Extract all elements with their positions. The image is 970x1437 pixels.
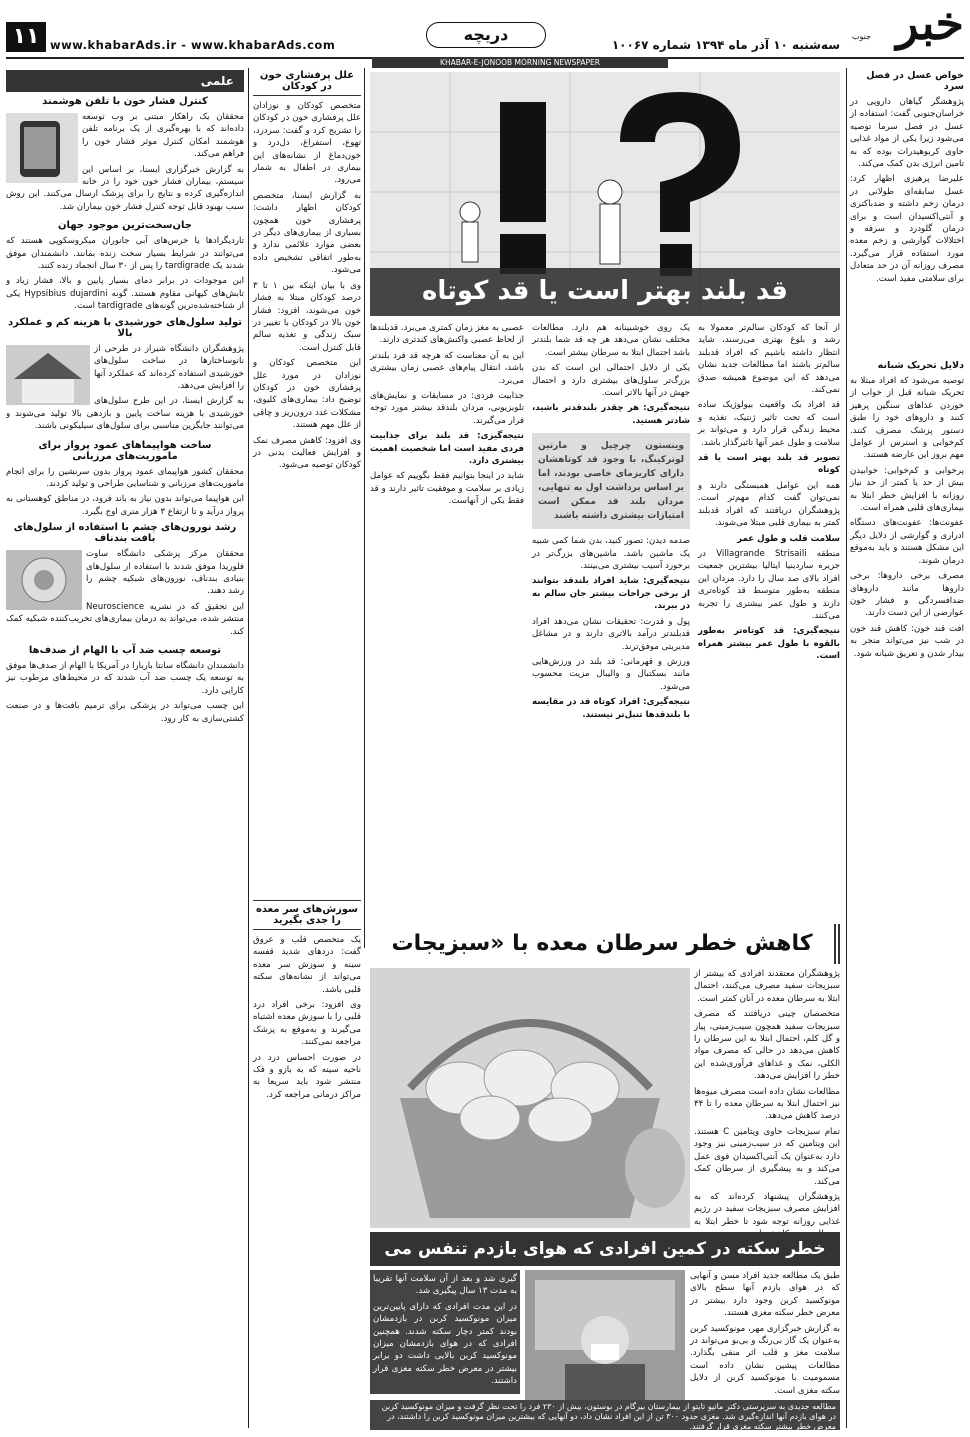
blood-para: این متخصص کودکان و نوزادان در مورد علل پرفشاری خون در کودکان توضیح داد: بیماری‌های کلیوی، مشکلات غدد درون‌ریز و چاقی از علل مهم هستند. — [253, 358, 361, 431]
lead-para: پول و قدرت: تحقیقات نشان می‌دهد افراد قدبلندتر درآمد بالاتری دارند و در مشاغل مدیریتی موفق‌ترند. — [532, 616, 690, 652]
stomach-article — [370, 924, 840, 1229]
lead-para: صدمه دیدن: تصور کنید، بدن شما کمی شبیه یک ماشین باشد. ماشین‌های بزرگ‌تر در برخورد آسیب بیشتری می‌بینند. — [532, 536, 690, 572]
lead-para: نتیجه‌گیری: قد کوتاه‌تر به‌طور بالقوه با طول عمر بیشتر همراه است. — [698, 626, 840, 662]
honey-article — [850, 70, 964, 288]
science-s4-body — [6, 466, 244, 519]
lead-para: همه این عوامل همبستگی دارند و نمی‌توان گفت کدام مهم‌تر است. پژوهشگران دریافتند که افراد قدبلند کمتر به بیماری قلبی مبتلا می‌شوند. — [698, 480, 840, 529]
science-para: دانشمندان دانشگاه سانتا باربارا در آمریکا با الهام از صدف‌ها موفق به توسعه یک چسب ضد آب شدند که در محیط‌های مرطوب نیز کارایی دارد. — [6, 661, 244, 696]
science-para: به گزارش خبرگزاری ایسنا، بر اساس این سیستم، بیماران فشار خون خود را در خانه اندازه‌گیری کرده و نتایج را برای پزشک ارسال می‌کنند. این روش سبب بهبود قابل توجه کنترل فشار خون بیماران شد. — [6, 164, 244, 212]
lead-para: از آنجا که کودکان سالم‌تر معمولا به رشد و بلوغ بهتری می‌رسند، شاید انتظار داشته باشیم که افراد قدبلند سالم‌تر باشند اما مطالعات جدید نشان می‌دهد که این موضوع همیشه صدق نمی‌کند. — [698, 323, 840, 396]
vegetable-basket-icon — [370, 968, 690, 1228]
science-label-bar — [6, 70, 244, 92]
lead-col-1 — [698, 322, 840, 666]
logo-sub: جنوب — [852, 32, 872, 41]
night-para: مصرف برخی داروها: برخی داروها مانند داروهای ضدافسردگی و فشار خون عوارضی از این دست دارند. — [850, 571, 964, 619]
section-title: دریچه — [426, 22, 546, 48]
night-title: دلایل تحریک شبانه — [877, 360, 964, 371]
stomach-para: متخصصان چینی دریافتند که مصرف سبزیجات سفید همچون سیب‌زمینی، پیاز و گل کلم، احتمال ابتلا به این سرطان را کاهش می‌دهد در حالی که مصرف مواد الکلی، نمک و غذاهای فرآوری‌شده این خطر را افزایش می‌دهد. — [694, 1009, 840, 1082]
stomach-body — [694, 968, 840, 1244]
night-para: توصیه می‌شود که افراد مبتلا به تحریک شبانه قبل از خواب از خوردن غذاهای سنگین پرهیز کنند و داروهای خود را طبق دستور پزشک مصرف کنند. کم‌خوابی و استرس از عوامل مهم بروز این عارضه هستند. — [850, 376, 964, 461]
heartburn-para: وی افزود: برخی افراد درد قلبی را با سوزش معده اشتباه می‌گیرند و به‌موقع به پزشک مراجعه نمی‌کنند. — [253, 1000, 361, 1048]
stroke-caption-text: مغزی حدود ۳۰۰ تن از این افراد نشان داد، دو آنهایی که بیشترین میزان مونوکسید کربن را داشتند، در معرض خطر بیشتر سکته مغزی قرار گرفتند. — [387, 1412, 836, 1431]
lead-illustration — [370, 72, 840, 316]
lead-subhead: سلامت قلب و طول عمر — [737, 533, 840, 544]
honey-para: پژوهشگر گیاهان دارویی در خراسان‌جنوبی گفت: استفاده از عسل در فصل سرما توصیه می‌شود زیرا یکی از مواد غذایی حاوی کربوهیدرات بوده که به تامین انرژی بدن کمک می‌کند. — [850, 97, 964, 170]
night-body — [850, 375, 964, 660]
smartphone-icon — [6, 113, 78, 183]
science-s2-body — [6, 235, 244, 312]
stroke-para: طبق یک مطالعه جدید افراد مسن و آنهایی که در هوای بازدم آنها سطح بالای مونوکسید کربن وجود دارد بیشتر در معرض خطر سکته مغزی هستند. — [690, 1271, 840, 1319]
science-para: تاردیگرادها یا خرس‌های آبی جانوران میکروسکوپی هستند که می‌توانند در شرایط بسیار سخت زنده بمانند. دانشمندان موفق شدند یک tardigrade را پس از ۳۰ سال انجماد زنده کنند. — [6, 236, 244, 272]
blood-article — [253, 70, 361, 475]
night-para: پرخوابی و کم‌خوابی: خوابیدن بیش از حد یا کمتر از حد نیاز روزانه با افزایش خطر ابتلا به بیماری‌های قلبی همراه است. — [850, 465, 964, 514]
petri-dish-icon — [6, 550, 82, 610]
blood-para: وی افزود: کاهش مصرف نمک و افزایش فعالیت بدنی در کودکان توصیه می‌شود. — [253, 435, 361, 471]
page-number: ۱۱ — [6, 22, 46, 52]
night-para: عفونت‌ها: عفونت‌های دستگاه ادراری و گوارشی از دلایل دیگر این مشکل هستند و باید به‌موقع درمان شوند. — [850, 518, 964, 566]
lead-para: ورزش و قهرمانی: قد بلند در ورزش‌هایی مانند بسکتبال و والیبال مزیت محسوب می‌شود. — [532, 656, 690, 692]
stomach-para: تمام سبزیجات حاوی ویتامین C هستند. این ویتامین که در سیب‌زمینی نیز وجود دارد به‌عنوان یک آنتی‌اکسیدان قوی عمل می‌کند و به پیشگیری از سرطان کمک می‌کند. — [694, 1126, 840, 1187]
science-s6-body — [6, 660, 244, 725]
stroke-photo — [525, 1270, 685, 1400]
stomach-para: پژوهشگران معتقدند افرادی که بیشتر از سبزیجات سفید مصرف می‌کنند، احتمال ابتلا به سرطان معده در آنان کمتر است. — [694, 969, 840, 1004]
lead-para: منطقه Villagrande Strisaili در جزیره ساردینیا ایتالیا بیشترین جمعیت افراد بالای صد سال را دارد. مردان این منطقه به‌طور متوسط قد کوتاه‌تری دارند و طول عمر بیشتری را تجربه می‌کنند. — [698, 548, 841, 621]
stroke-col-1 — [690, 1270, 840, 1400]
science-para: به گزارش ایسنا، در این طرح سلول‌های خورشیدی با هزینه ساخت پایین و بازدهی بالا تولید می‌شوند و می‌توانند جایگزین مناسبی برای سلول‌های سیلیکونی باشند. — [6, 396, 244, 432]
lead-pull-quote: وینستون چرچیل و مارتین لوترکینگ، با وجود قد کوتاهشان دارای کاریزمای خاصی بودند، اما بر اساس برداشت اول به تنهایی، مردان بلند قد ممکن است امتیازات بیشتری داشته باشند — [532, 433, 690, 529]
science-s4-title: ساخت هواپیماهای عمود پرواز برای ماموریت‌های مرزبانی — [38, 439, 212, 462]
lead-para: نتیجه‌گیری: هر چقدر بلندقدتر باشید، شادتر هستید. — [532, 403, 690, 426]
lead-para: این به آن معناست که هرچه قد فرد بلندتر باشد، انتقال پیام‌های عصبی زمان بیشتری می‌برد. — [370, 350, 524, 386]
lead-para: یکی از دلایل احتمالی این است که بدن بزرگ‌تر سلول‌های بیشتری دارد و احتمال جهش در آنها بالاتر است. — [532, 363, 690, 399]
site-url[interactable]: www.khabarAds.ir - www.khabarAds.com — [50, 38, 336, 52]
science-column — [6, 70, 244, 728]
science-s2-title: جان‌سخت‌ترین موجود جهان — [58, 220, 192, 232]
stroke-para: در این مدت افرادی که دارای پایین‌ترین میزان مونوکسید کربن در بازدمشان بودند کمتر دچار سکته شدند. همچنین افرادی که در هوای بازدمشان میزان مونوکسید کربن بالایی داشت دو برابر بیشتر در معرض خطر سکته مغزی قرار داشتند. — [373, 1301, 517, 1387]
science-label: علمی — [200, 74, 234, 88]
science-s6-title: توسعه چسب ضد آب با الهام از صدف‌ها — [28, 645, 222, 656]
stroke-para: به گزارش خبرگزاری مهر، مونوکسید کربن به‌عنوان یک گاز بی‌رنگ و بی‌بو می‌تواند در سلامت مغز و قلب اثر منفی بگذارد. مطالعات پیشین نشان داده است مسمومیت با مونوکسید کربن از دلایل سکته مغزی است. — [690, 1323, 840, 1396]
stroke-caption — [370, 1400, 840, 1430]
blood-para: متخصص کودکان و نوزادان علل پرفشاری خون در کودکان را تشریح کرد و گفت: سردرد، تهوع، استفراغ، دل‌درد و خون‌دماغ از نشانه‌های این بیماری در اطفال به شمار می‌رود. — [253, 101, 361, 186]
solar-house-icon — [6, 345, 90, 405]
science-para: این تحقیق که در نشریه Neuroscience منتشر شده، می‌تواند به درمان بیماری‌های تخریب‌کننده شبکیه کمک کند. — [6, 601, 244, 637]
honey-title: خواص عسل در فصل سرد — [866, 70, 964, 92]
heartburn-title: سوزش‌های سر معده را جدی بگیرید — [253, 900, 361, 930]
stroke-article — [370, 1232, 840, 1430]
science-para: این موجودات در برابر دمای بسیار پایین و بالا، فشار زیاد و تابش‌های کیهانی مقاوم هستند. گونه Hypsibius dujardini یکی از شناخته‌شده‌ترین گونه‌های tardigrade است. — [6, 276, 244, 312]
lead-para: شاید در اینجا بتوانیم فقط بگوییم که عوامل زیادی بر سلامت و موفقیت تاثیر دارند و قد فقط یکی از آنهاست. — [370, 471, 524, 507]
science-s1-title: کنترل فشار خون با تلفن هوشمند — [42, 96, 208, 107]
heartburn-para: یک متخصص قلب و عروق گفت: دردهای شدید قفسه سینه و سوزش سر معده می‌تواند از نشانه‌های سکته قلبی باشد. — [253, 935, 361, 995]
lead-subhead: تصویر قد بلند بهتر است یا قد کوتاه — [698, 453, 840, 476]
stomach-para: پژوهشگران پیشنهاد کرده‌اند که به افزایش مصرف سبزیجات سفید در رژیم غذایی روزانه توجه شود تا خطر ابتلا به — [694, 1191, 840, 1227]
science-para: محققان کشور هواپیمای عمود پرواز بدون سرنشین را برای انجام ماموریت‌های مرزبانی و شناسایی طراحی و تولید کردند. — [6, 466, 244, 489]
masthead — [0, 0, 970, 67]
lead-col-2 — [532, 322, 690, 724]
stroke-caption-text: مطالعه جدیدی به سرپرستی دکتر ماتیو تایتو از بیمارستان بیرگام در بوستون، بیش از ۲۳۰ فرد را تحت نظر گرفت و میزان مونوکسید کربن در هوای بازدم آنها اندازه‌گیری شد. — [381, 1402, 836, 1421]
stomach-para: مطالعات نشان داده است مصرف میوه‌ها نیز احتمال ابتلا به سرطان معده را تا ۴۴ درصد کاهش می‌دهد. — [694, 1086, 840, 1122]
science-para: محققان مرکز پزشکی دانشگاه ساوت فلوریدا موفق شدند با استفاده از سلول‌های بنیادی بندناف، نورون‌های شبکیه چشم را رشد دهند. — [86, 549, 244, 597]
lead-para: قد افراد یک واقعیت بیولوژیک ساده است که تحت تاثیر ژنتیک، تغذیه و محیط زندگی قرار دارد و می‌تواند بر سلامت و طول عمر آنها تاثیرگذار باشد. — [698, 400, 840, 448]
man-with-mask-icon — [525, 1270, 685, 1400]
night-article — [850, 360, 964, 663]
lead-para: یک روی خوشبینانه هم دارد. مطالعات مختلف نشان می‌دهد هر چه قد شما بلندتر باشد احتمال ابتلا به سرطان بیشتر است. — [532, 323, 690, 358]
stroke-title: خطر سکته در کمین افرادی که هوای بازدم تنفس می — [370, 1232, 840, 1266]
honey-para: علیرضا پرهیزی اظهار کرد: عسل سابقه‌ای طولانی در درمان زخم داشته و ضدباکتری و آنتی‌اکسیدان است و برای درمان گلودرد و سرفه و اختلالات گوارشی و زخم معده مورد استفاده قرار می‌گیرد. مصرف روزانه آن در حد متعادل برای سلامتی مفید است. — [850, 174, 964, 284]
stroke-para: گیری شد و بعد از آن سلامت آنها تقریبا به مدت ۱۳ سال پیگیری شد. — [373, 1274, 517, 1297]
lead-para: جذابیت فردی: در مسابقات و نمایش‌های تلویزیونی، مردان بلندقد بیشتر مورد توجه قرار می‌گیرند. — [370, 391, 524, 426]
night-para: افت قند خون: کاهش قند خون در شب نیز می‌تواند منجر به بیدار شدن و تعریق شبانه شود. — [850, 623, 964, 659]
science-para: محققان یک راهکار مبتنی بر وب توسعه داده‌اند که با بهره‌گیری از یک برنامه تلفن هوشمند امکان کنترل موثر فشار خون را فراهم می‌کند. — [82, 112, 244, 160]
blood-body — [253, 100, 361, 472]
lead-para: نتیجه‌گیری: قد بلند برای جذابیت فردی مفید است اما شخصیت اهمیت بیشتری دارد. — [370, 431, 524, 467]
lead-title: قد بلند بهتر است یا قد کوتاه — [370, 268, 840, 316]
logo-text: خبر — [896, 0, 964, 50]
blood-para: به گزارش ایسنا، متخصص کودکان اظهار داشت: پرفشاری خون همچون بسیاری از بیماری‌های دیگر در بعضی موارد علائمی ندارد و به‌طور اتفاقی تشخیص داده می‌شود. — [253, 190, 361, 276]
heartburn-para: در صورت احساس درد در ناحیه سینه که به بازو و فک منتشر شود باید سریعا به مراکز درمانی مراجعه کرد. — [253, 1052, 361, 1100]
science-para: پژوهشگران دانشگاه شیراز در طرحی از نانوساختارها در ساخت سلول‌های خورشیدی استفاده کرده‌اند که عملکرد آنها را افزایش می‌دهد. — [94, 343, 244, 391]
science-para: این هواپیما می‌تواند بدون نیاز به باند فرود، در مناطق کوهستانی به پرواز درآید و تا ارتفاع ۳ هزار متری اوج بگیرد. — [6, 494, 244, 517]
date-line: سه‌شنبه ۱۰ آذر ماه ۱۳۹۴ شماره ۱۰۰۶۷ — [611, 38, 840, 52]
logo — [848, 2, 964, 54]
stomach-photo — [370, 968, 690, 1228]
blood-para: وی با بیان اینکه بین ۱ تا ۳ درصد کودکان مبتلا به فشار خون می‌شوند، افزود: فشار خون بالا در کودکان با تغییر در سبک زندگی و تغذیه سالم قابل کنترل است. — [253, 280, 361, 353]
science-s3-title: تولید سلول‌های خورشیدی با هزینه کم و عملکرد بالا — [7, 316, 243, 339]
blood-title: علل پرفشاری خون در کودکان — [253, 70, 361, 96]
lead-para: عصبی به مغز زمان کمتری می‌برد. قدبلندها از لحاظ عصبی واکنش‌های کندتری دارند. — [370, 323, 524, 346]
lead-col-3 — [370, 322, 524, 511]
science-para: این چسب می‌تواند در پزشکی برای ترمیم بافت‌ها و در صنعت کشتی‌سازی به کار رود. — [6, 701, 244, 724]
ribbon: KHABAR-E-JONOOB MORNING NEWSPAPER — [372, 57, 668, 68]
science-s5-title: رشد نورون‌های چشم با استفاده از سلول‌های بافت بندناف — [13, 522, 237, 545]
honey-body — [850, 96, 964, 285]
lead-para: نتیجه‌گیری: شاید افراد بلندقد بتوانند از برخی جراحات بیشتر جان سالم به در ببرند. — [532, 576, 690, 612]
heartburn-article — [253, 900, 361, 1104]
lead-para: نتیجه‌گیری: افراد کوتاه قد در مقایسه با بلندقدها تنبل‌تر نیستند. — [532, 697, 690, 720]
heartburn-body — [253, 934, 361, 1101]
stomach-title: کاهش خطر سرطان معده با «سبزیجات — [370, 924, 840, 964]
stroke-col-2 — [370, 1270, 520, 1394]
